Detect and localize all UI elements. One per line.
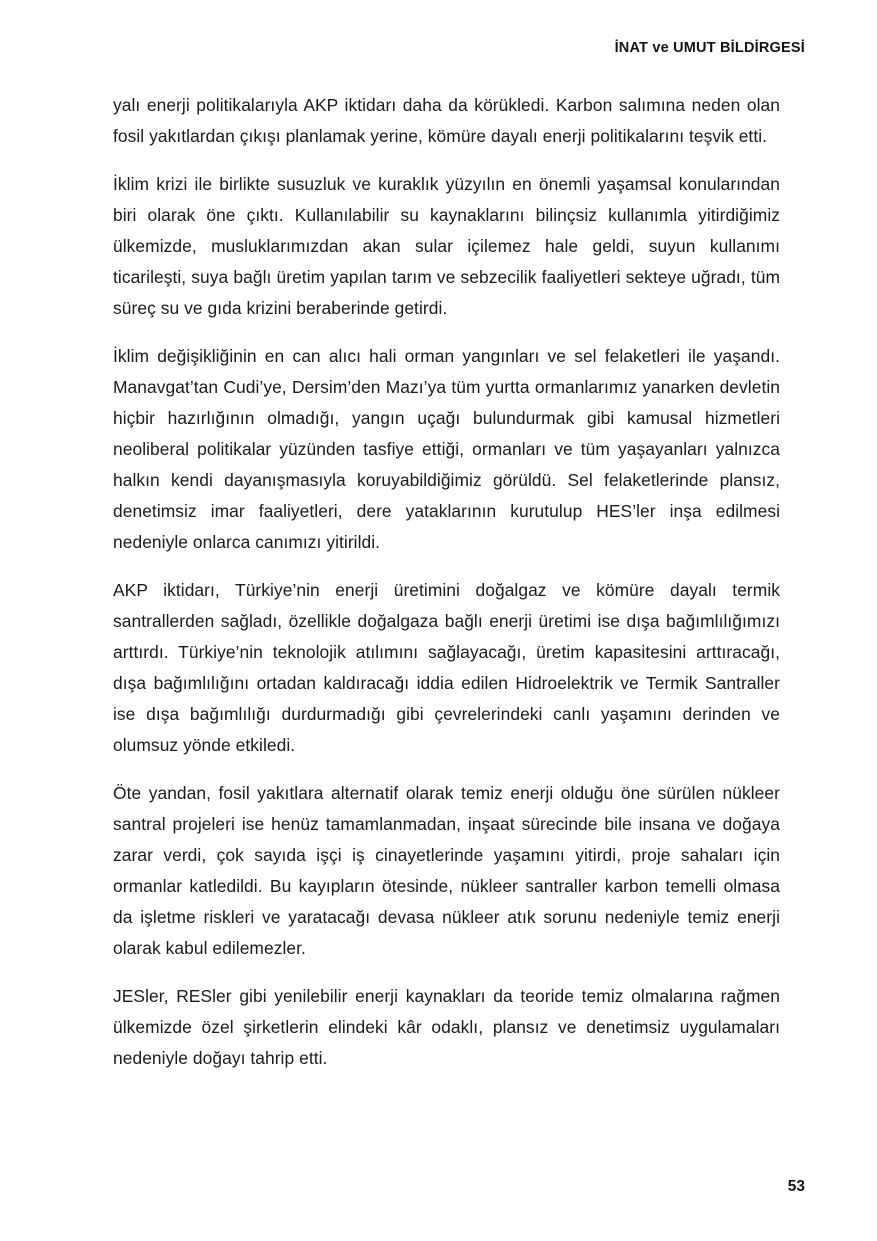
paragraph: İklim krizi ile birlikte susuzluk ve kuraklık yüzyılın en önemli yaşamsal konularından biri olarak öne çıktı. Kullanılabilir su kaynaklarını bilinçsiz kullanımla yitirdiğimiz ülkemizde, musluklarımızdan akan sular içilemez hale geldi, suyun kullanımı ticarileşti, suya bağlı üretim yapılan tarım ve sebzecilik faaliyetleri sekteye uğradı, tüm süreç su ve gıda krizini beraberinde getirdi. (113, 174, 780, 318)
paragraph: JESler, RESler gibi yenilebilir enerji kaynakları da teoride temiz olmalarına rağmen ülkemizde özel şirketlerin elindeki kâr odaklı, plansız ve denetimsiz uygulamaları nedeniyle doğayı tahrip etti. (113, 986, 780, 1068)
running-head: İNAT ve UMUT BİLDİRGESİ (614, 40, 805, 56)
paragraph: AKP iktidarı, Türkiye’nin enerji üretimini doğalgaz ve kömüre dayalı termik santrallerden sağladı, özellikle doğalgaza bağlı enerji üretimi ise dışa bağımlılığımızı arttırdı. Türkiye’nin teknolojik atılımını sağlayacağı, üretim kapasitesini arttıracağı, dışa bağımlılığını ortadan kaldıracağı iddia edilen Hidroelektrik ve Termik Santraller ise dışa bağımlılığı durdurmadığı gibi çevrelerindeki canlı yaşamını derinden ve olumsuz yönde etkiledi. (113, 580, 780, 755)
page-number: 53 (787, 1178, 805, 1195)
paragraph: İklim değişikliğinin en can alıcı hali orman yangınları ve sel felaketleri ile yaşandı. Manavgat’tan Cudi’ye, Dersim’den Mazı’ya tüm yurtta ormanlarımız yanarken devletin hiçbir hazırlığının olmadığı, yangın uçağı bulundurmak gibi kamusal hizmetleri neoliberal politikalar yüzünden tasfiye ettiği, ormanları ve tüm yaşayanları yalnızca halkın kendi dayanışmasıyla koruyabildiğimiz görüldü. Sel felaketlerinde plansız, denetimsiz imar faaliyetleri, dere yataklarının kurutulup HES’ler inşa edilmesi nedeniyle onlarca canımızı yitirildi. (113, 346, 780, 552)
body-text-column (113, 90, 780, 1074)
paragraph: yalı enerji politikalarıyla AKP iktidarı daha da körükledi. Karbon salımına neden olan fosil yakıtlardan çıkışı planlamak yerine, kömüre dayalı enerji politikalarını teşvik etti. (113, 95, 780, 146)
paragraph: Öte yandan, fosil yakıtlara alternatif olarak temiz enerji olduğu öne sürülen nükleer santral projeleri ise henüz tamamlanmadan, inşaat sürecinde bile insana ve doğaya zarar verdi, çok sayıda işçi iş cinayetlerinde yaşamını yitirdi, proje sahaları için ormanlar katledildi. Bu kayıpların ötesinde, nükleer santraller karbon temelli olmasa da işletme riskleri ve yaratacağı devasa nükleer atık sorunu nedeniyle temiz enerji olarak kabul edilemezler. (113, 783, 780, 958)
